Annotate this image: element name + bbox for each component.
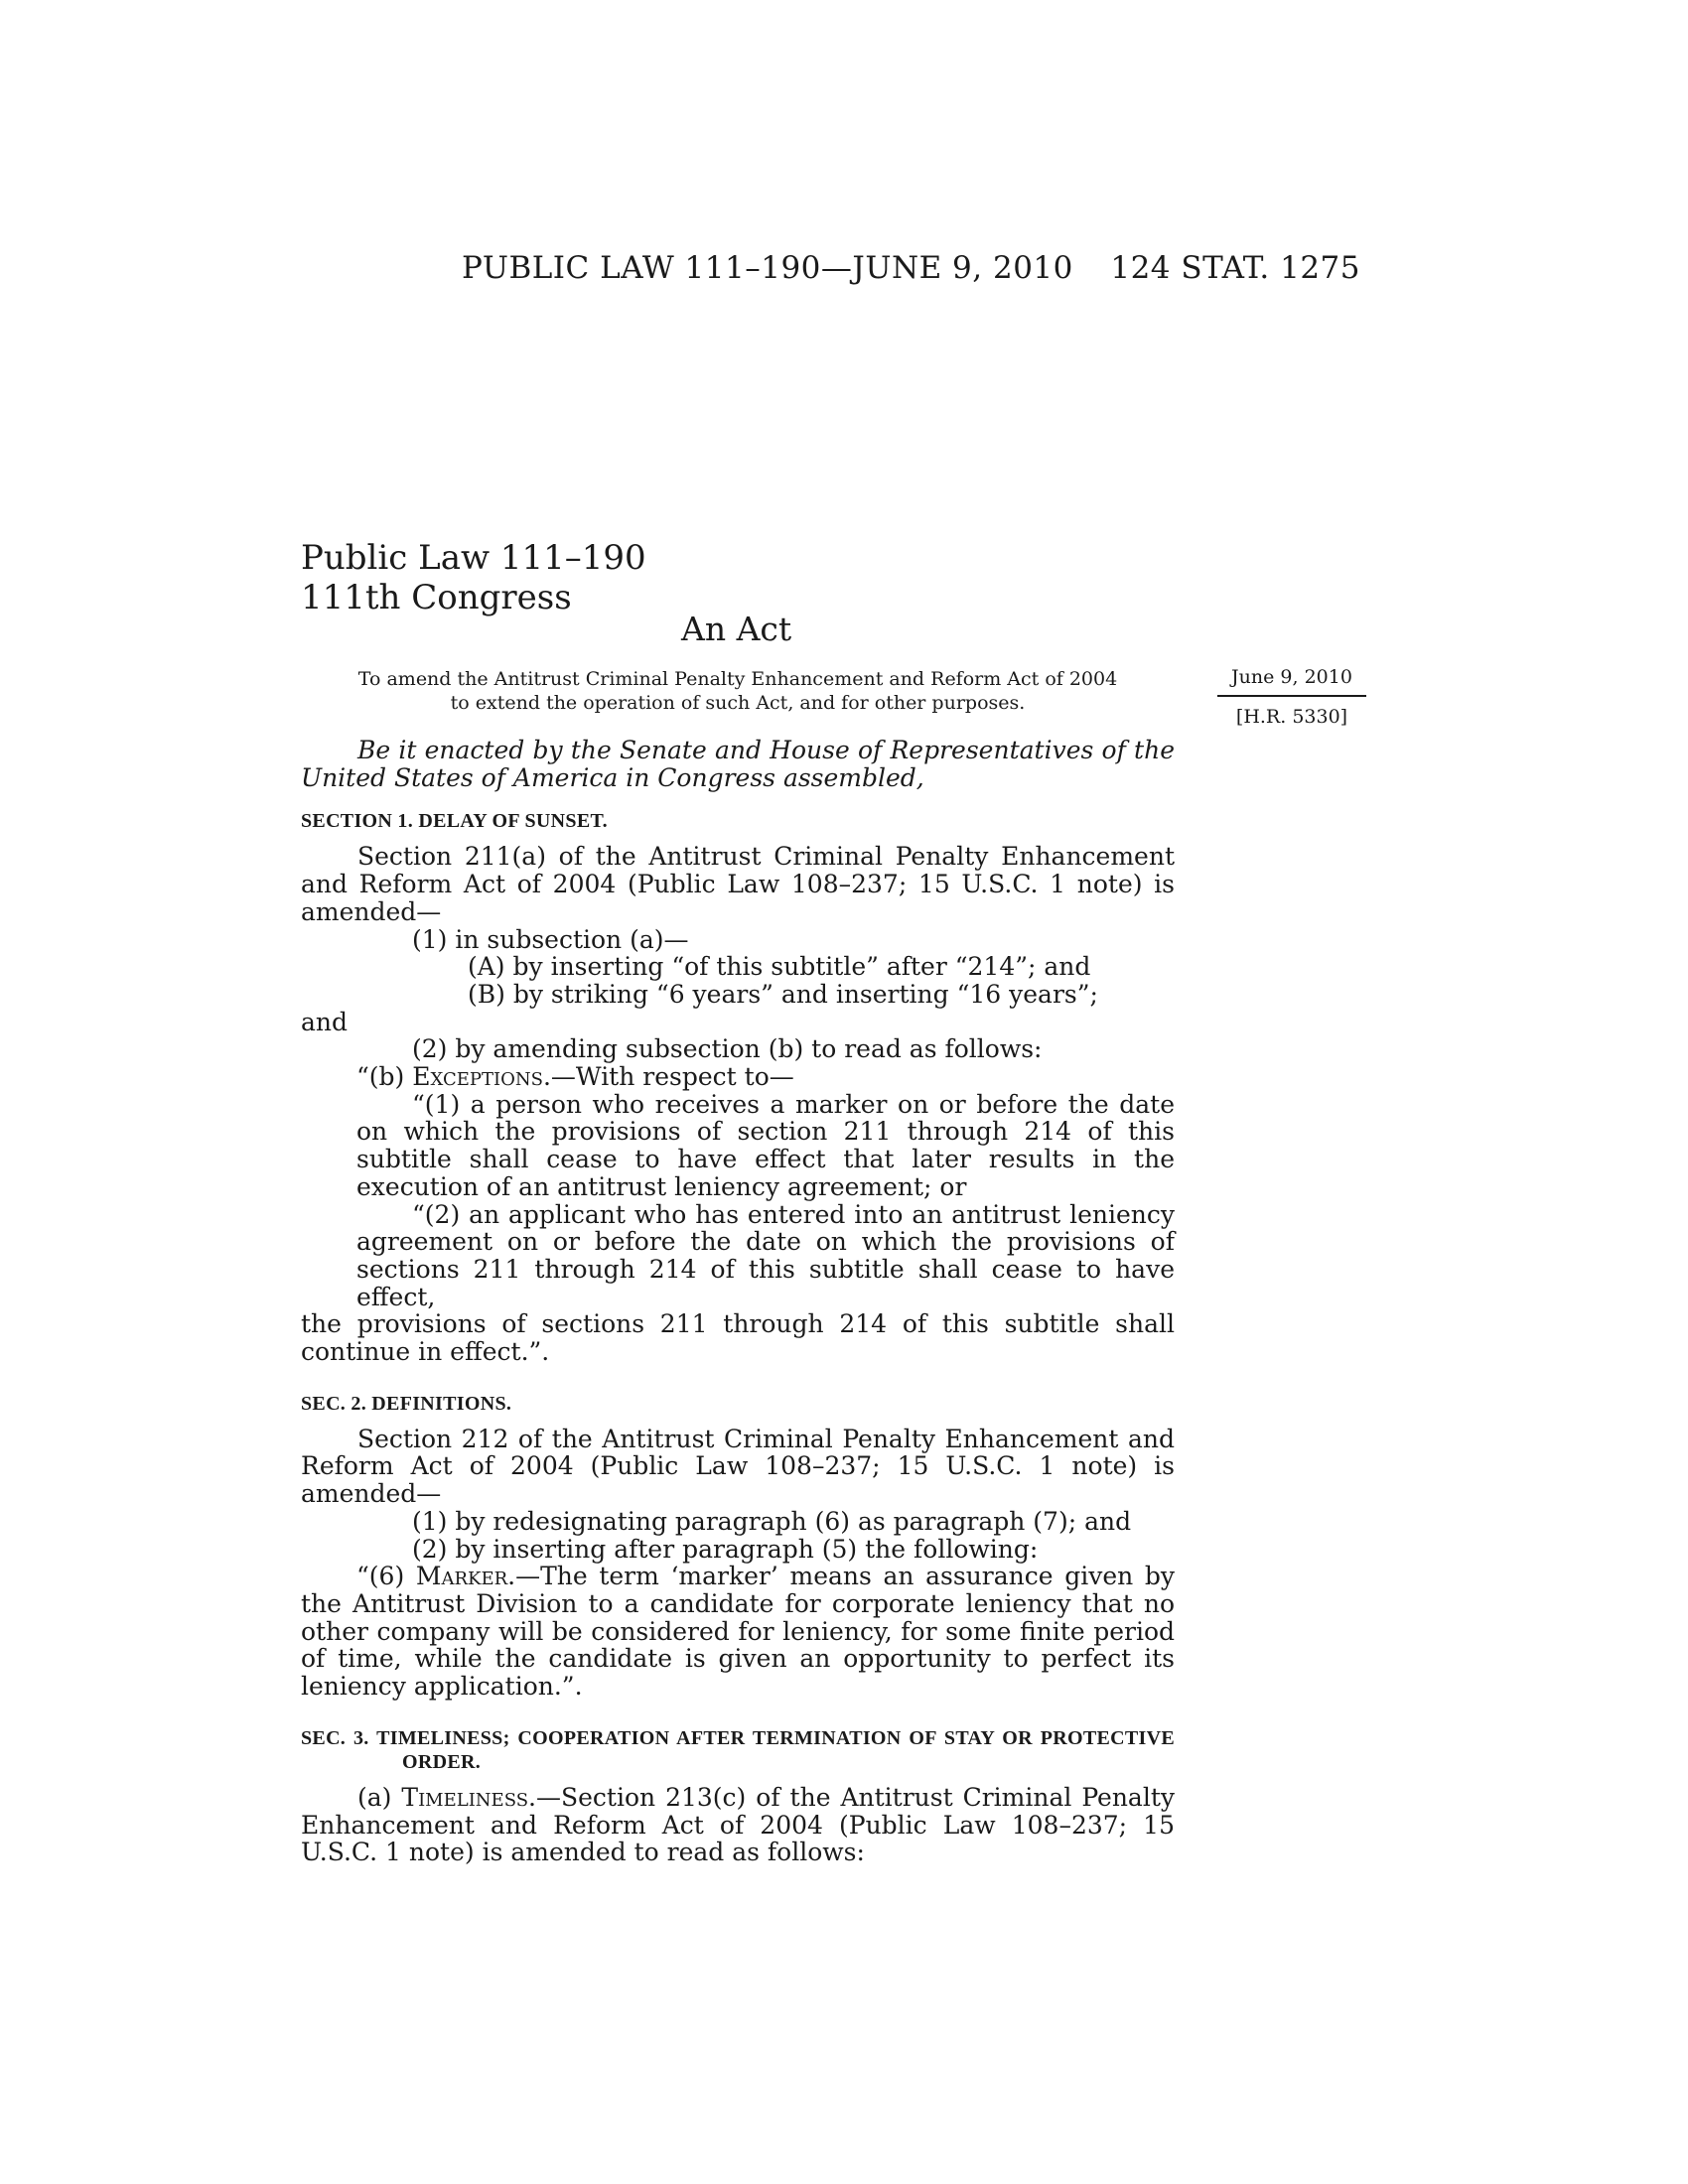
subsection-a-caption: Timeliness [401, 1782, 529, 1812]
definition-open: “(6) [356, 1562, 416, 1591]
body-text [301, 737, 1175, 1866]
running-head: PUBLIC LAW 111–190—JUNE 9, 2010 [462, 250, 1073, 286]
enacting-clause: Be it enacted by the Senate and House of Representatives of the United States of America in Congress assembled, [301, 736, 1175, 792]
quoted-para-2: “(2) an applicant who has entered into an antitrust leniency agreement on or before the date on which the provisions of sections 211 through 214 of this subtitle shall cease to have effect, [356, 1199, 1175, 1311]
section-2-para-2: (2) by inserting after paragraph (5) the following: [412, 1534, 1039, 1564]
purpose-line-2: to extend the operation of such Act, and for other purposes. [450, 692, 1026, 714]
act-title: An Act [681, 610, 792, 648]
section-1-para-1A: (A) by inserting “of this subtitle” after “214”; and [468, 952, 1091, 982]
definition-caption: Marker [415, 1562, 508, 1591]
subsection-b-text: .—With respect to— [542, 1062, 794, 1092]
margin-note [1217, 665, 1366, 729]
subsection-b-open: “(b) [356, 1062, 413, 1092]
section-1-heading: SECTION 1. DELAY OF SUNSET. [301, 810, 608, 833]
law-title-block [301, 538, 646, 617]
quoted-para-1: “(1) a person who receives a marker on or before the date on which the provisions of section 211 through 214 of this subtitle shall cease to have effect that later results in the execution of an antitrust leniency agreement; or [356, 1089, 1175, 1201]
subsection-a-open: (a) [357, 1782, 402, 1812]
section-1-close: the provisions of sections 211 through 214 of this subtitle shall continue in effect.”. [301, 1309, 1175, 1367]
definition-text: .—The term ‘marker’ means an assurance given by the Antitrust Division to a candidate for corporate leniency that no other company will be considered for leniency, for some finite period of time, while the candidate is given an opportunity to perfect its leniency application.”. [301, 1562, 1176, 1702]
section-1-para-2: (2) by amending subsection (b) to read as follows: [412, 1034, 1043, 1064]
section-2-intro: Section 212 of the Antitrust Criminal Penalty Enhancement and Reform Act of 2004 (Public Law 108–237; 15 U.S.C. 1 note) is amended— [301, 1424, 1175, 1509]
section-1-para-1B-cont: and [301, 1007, 349, 1036]
section-3-subsection-a [301, 1784, 1175, 1866]
section-1-para-1: (1) in subsection (a)— [412, 924, 689, 954]
section-3-heading: SEC. 3. TIMELINESS; COOPERATION AFTER TERMINATION OF STAY OR PROTECTIVE ORDER. [301, 1726, 1175, 1773]
congress-label: 111th Congress [301, 578, 572, 617]
section-1-intro: Section 211(a) of the Antitrust Criminal Penalty Enhancement and Reform Act of 2004 (Public Law 108–237; 15 U.S.C. 1 note) is amended— [301, 842, 1175, 926]
public-law-number: Public Law 111–190 [301, 538, 646, 578]
section-2-heading: SEC. 2. DEFINITIONS. [301, 1392, 512, 1415]
statute-page-number: 124 STAT. 1275 [1110, 250, 1360, 286]
section-1-para-1B: (B) by striking “6 years” and inserting “16 years”; [468, 979, 1098, 1009]
subsection-b-caption: Exceptions [412, 1062, 543, 1092]
subsection-b [301, 1063, 1175, 1091]
definition-marker [301, 1563, 1175, 1701]
purpose-line-1: To amend the Antitrust Criminal Penalty Enhancement and Reform Act of 2004 [357, 668, 1118, 690]
enactment-date: June 9, 2010 [1217, 665, 1366, 697]
bill-number: [H.R. 5330] [1235, 706, 1348, 728]
subsection-a-text: .—Section 213(c) of the Antitrust Criminal Penalty Enhancement and Reform Act of 2004 (Public Law 108–237; 15 U.S.C. 1 note) is amended to read as follows: [301, 1782, 1175, 1867]
purpose-statement [301, 667, 1175, 715]
section-2-para-1: (1) by redesignating paragraph (6) as paragraph (7); and [412, 1506, 1132, 1536]
